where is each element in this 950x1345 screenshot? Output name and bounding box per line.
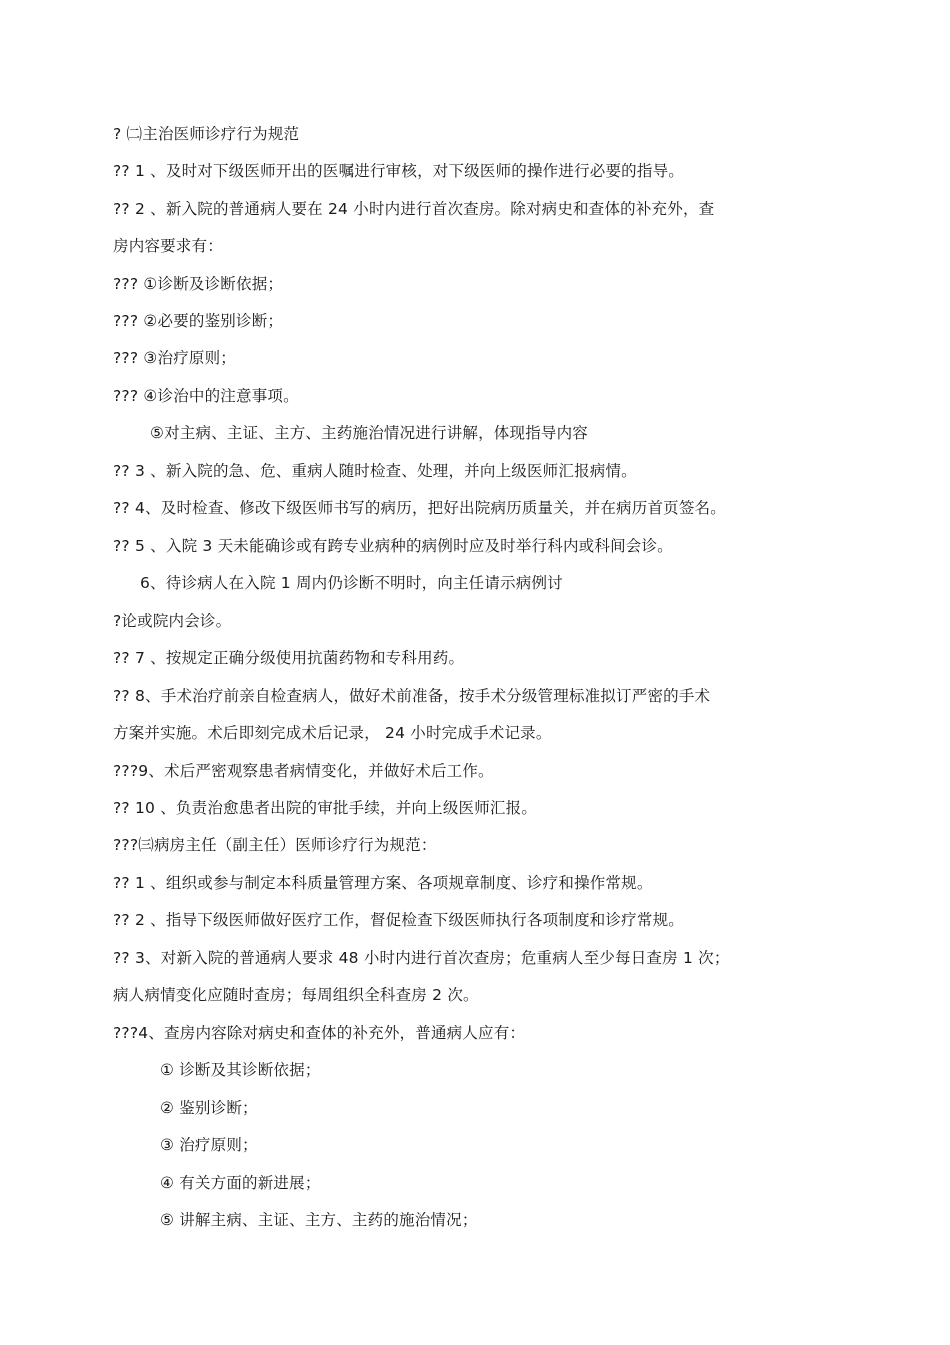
text-line: ?? 8、手术治疗前亲自检查病人，做好术前准备，按手术分级管理标准拟订严密的手术 — [113, 687, 711, 705]
list-item: ??? ①诊断及诊断依据； — [113, 275, 284, 293]
text-line: ?? 1 、组织或参与制定本科质量管理方案、各项规章制度、诊疗和操作常规。 — [113, 874, 653, 892]
text-line: ???4、查房内容除对病史和查体的补充外，普通病人应有： — [113, 1024, 526, 1042]
list-item: ??? ②必要的鉴别诊断； — [113, 312, 284, 330]
section-heading-director: ???㈢病房主任（副主任）医师诊疗行为规范： — [113, 836, 437, 854]
text-line: 方案并实施。术后即刻完成术后记录， 24 小时完成手术记录。 — [113, 724, 552, 742]
text-line: ?? 2 、指导下级医师做好医疗工作，督促检查下级医师执行各项制度和诊疗常规。 — [113, 911, 684, 929]
list-item: ⑤对主病、主证、主方、主药施治情况进行讲解，体现指导内容 — [150, 424, 588, 442]
text-line: ?? 7 、按规定正确分级使用抗菌药物和专科用药。 — [113, 649, 465, 667]
list-item: ??? ③治疗原则； — [113, 349, 237, 367]
list-item: ④ 有关方面的新进展； — [160, 1174, 321, 1192]
text-line: ?? 1 、及时对下级医师开出的医嘱进行审核，对下级医师的操作进行必要的指导。 — [113, 162, 684, 180]
text-line: 病人病情变化应随时查房；每周组织全科查房 2 次。 — [113, 986, 479, 1004]
list-item: ??? ④诊治中的注意事项。 — [113, 387, 299, 405]
text-line: ?? 2 、新入院的普通病人要在 24 小时内进行首次查房。除对病史和查体的补充外，查 — [113, 200, 715, 218]
text-line: ?? 5 、入院 3 天未能确诊或有跨专业病种的病例时应及时举行科内或科间会诊。 — [113, 537, 673, 555]
section-heading-attending: ? ㈡主治医师诊疗行为规范 — [113, 125, 300, 143]
text-line: ?论或院内会诊。 — [113, 612, 232, 630]
text-line: ?? 4、及时检查、修改下级医师书写的病历，把好出院病历质量关，并在病历首页签名。 — [113, 499, 726, 517]
text-line: 房内容要求有： — [113, 237, 223, 255]
text-line: ?? 3 、新入院的急、危、重病人随时检查、处理，并向上级医师汇报病情。 — [113, 462, 637, 480]
list-item: ③ 治疗原则； — [160, 1136, 258, 1154]
list-item: ① 诊断及其诊断依据； — [160, 1061, 321, 1079]
text-line: 6、待诊病人在入院 1 周内仍诊断不明时，向主任请示病例讨 — [140, 574, 563, 592]
list-item: ⑤ 讲解主病、主证、主方、主药的施治情况； — [160, 1211, 478, 1229]
text-line: ?? 10 、负责治愈患者出院的审批手续，并向上级医师汇报。 — [113, 799, 538, 817]
text-line: ?? 3、对新入院的普通病人要求 48 小时内进行首次查房；危重病人至少每日查房 1 次； — [113, 949, 730, 967]
list-item: ② 鉴别诊断； — [160, 1099, 258, 1117]
text-line: ???9、术后严密观察患者病情变化，并做好术后工作。 — [113, 762, 494, 780]
